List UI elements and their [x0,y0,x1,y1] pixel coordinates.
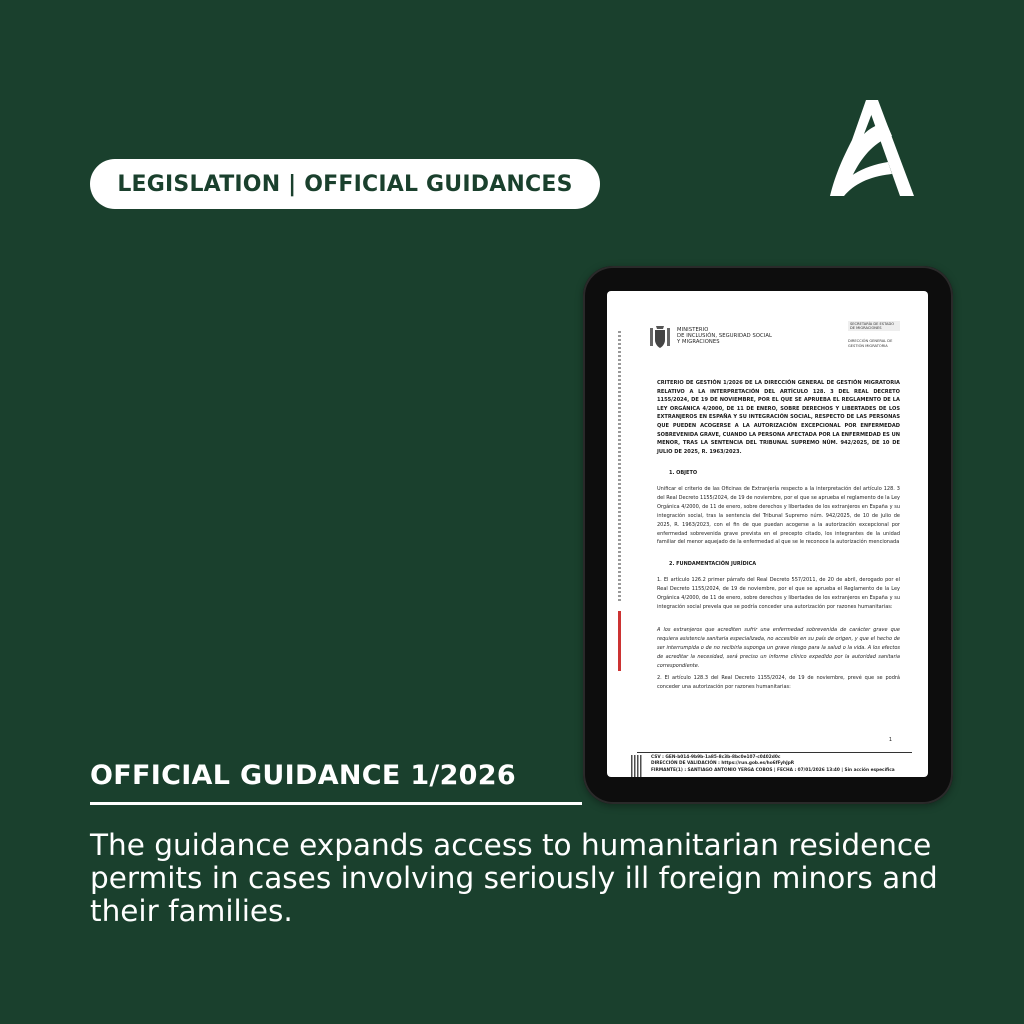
tablet-screen [607,291,928,777]
section-fundamentacion-text: 1. El artículo 126.2 primer párrafo del Real Decreto 557/2011, de 20 de abril, derogado por el Real Decreto 1155/2024, de 19 de noviembre, por el que se aprueba el Reglamento de la Ley Orgánica 4/2000, de 11 de enero, sobre derechos y libertades de los extranjeros en España y su integración social prevela que se podría conceder una autorización por razones humanitarias: [657,577,900,610]
section-heading-fundamentacion: 2. FUNDAMENTACIÓN JURÍDICA [669,561,757,567]
section-fundamentacion-text-b: 2. El artículo 128.3 del Real Decreto 1155/2024, de 19 de noviembre, prevé que se podrá conceder una autorización por razones humanitarias: [657,675,900,690]
title-underline [90,802,582,805]
page-number: 1 [888,737,892,743]
document-footer: CSV : GEN-b014-9b9b-1a85-8c3b-8bc0e107-c0402d0c DIRECCIÓN DE VALIDACIÓN : https://run.gob.es/ho6fFyhJpR FIRMANTE(1) : SANTIAGO ANTONIO YERGA COBOS | FECHA : 07/01/2026 13:40 | Sin acción específica [651,755,895,773]
category-pill [90,159,600,209]
barcode-icon [631,755,643,777]
section-heading-objeto: 1. OBJETO [669,470,698,476]
category-pill-label: LEGISLATION | OFFICIAL GUIDANCES [117,171,573,197]
document-title: CRITERIO DE GESTIÓN 1/2026 DE LA DIRECCIÓN GENERAL DE GESTIÓN MIGRATORIA RELATIVO A LA INTERPRETACIÓN DEL ARTÍCULO 128. 3 DEL REAL DECRETO 1155/2024, DE 19 DE NOVIEMBRE, POR EL QUE SE APRUEBA EL REGLAMENTO DE LA LEY ORGÁNICA 4/2000, DE 11 DE ENERO, SOBRE DERECHOS Y LIBERTADES DE LOS EXTRANJEROS EN ESPAÑA Y SU INTEGRACIÓN SOCIAL, RESPECTO DE LAS PERSONAS QUE PUEDEN ACOGERSE A LA AUTORIZACIÓN EXCEPCIONAL POR ENFERMEDAD SOBREVENIDA GRAVE, CUANDO LA PERSONA AFECTADA POR LA ENFERMEDAD ES UN MENOR, TRAS LA SENTENCIA DEL TRIBUNAL SUPREMO NÚM. 942/2025, DE 10 DE JULIO DE 2025, R. 1963/2023. [657,380,900,455]
quoted-regulation-text: A los extranjeros que acrediten sufrir una enfermedad sobrevenida de carácter grave que requiera asistencia sanitaria especializada, no accesible en su país de origen, y que el hecho de ser interrumpida o de no recibirla suponga un grave riesgo para la salud o la vida. A los efectos de acreditar la necesidad, será preciso un informe clínico expedido por la autoridad sanitaria correspondiente. [657,627,900,669]
footer-divider [637,752,912,753]
secretaria-block: SECRETARÍA DE ESTADO DE MIGRACIONES DIRECCIÓN GENERAL DE GESTIÓN MIGRATORIA [848,321,900,348]
coat-of-arms-icon [649,324,671,350]
ministry-name: MINISTERIO DE INCLUSIÓN, SEGURIDAD SOCIAL Y MIGRACIONES [677,327,773,345]
guidance-document [607,291,928,777]
guidance-title: OFFICIAL GUIDANCE 1/2026 [90,760,516,791]
side-validation-text [618,331,624,661]
brand-a-logo-icon [826,96,916,200]
guidance-description: The guidance expands access to humanitarian residence permits in cases involving seriously ill foreign minors and their families. [90,828,938,928]
tablet-device [583,266,953,804]
section-objeto-text: Unificar el criterio de las Oficinas de Extranjería respecto a la interpretación del artículo 128. 3 del Real Decreto 1155/2024, de 19 de noviembre, por el que se aprueba el reglamento de la Ley Orgánica 4/2000, de 11 de enero, sobre derechos y libertades de los extranjeros en España y su integración social, tras la sentencia del Tribunal Supremo núm. 942/2025, de 10 de julio de 2025, R. 1963/2023, con el fin de que puedan acogerse a la autorización excepcional por enfermedad sobrevenida grave prevista en el precepto citado, los integrantes de la unidad familiar del menor aquejado de la enfermedad al que se le reconoce la autorización mencionada [657,486,900,546]
